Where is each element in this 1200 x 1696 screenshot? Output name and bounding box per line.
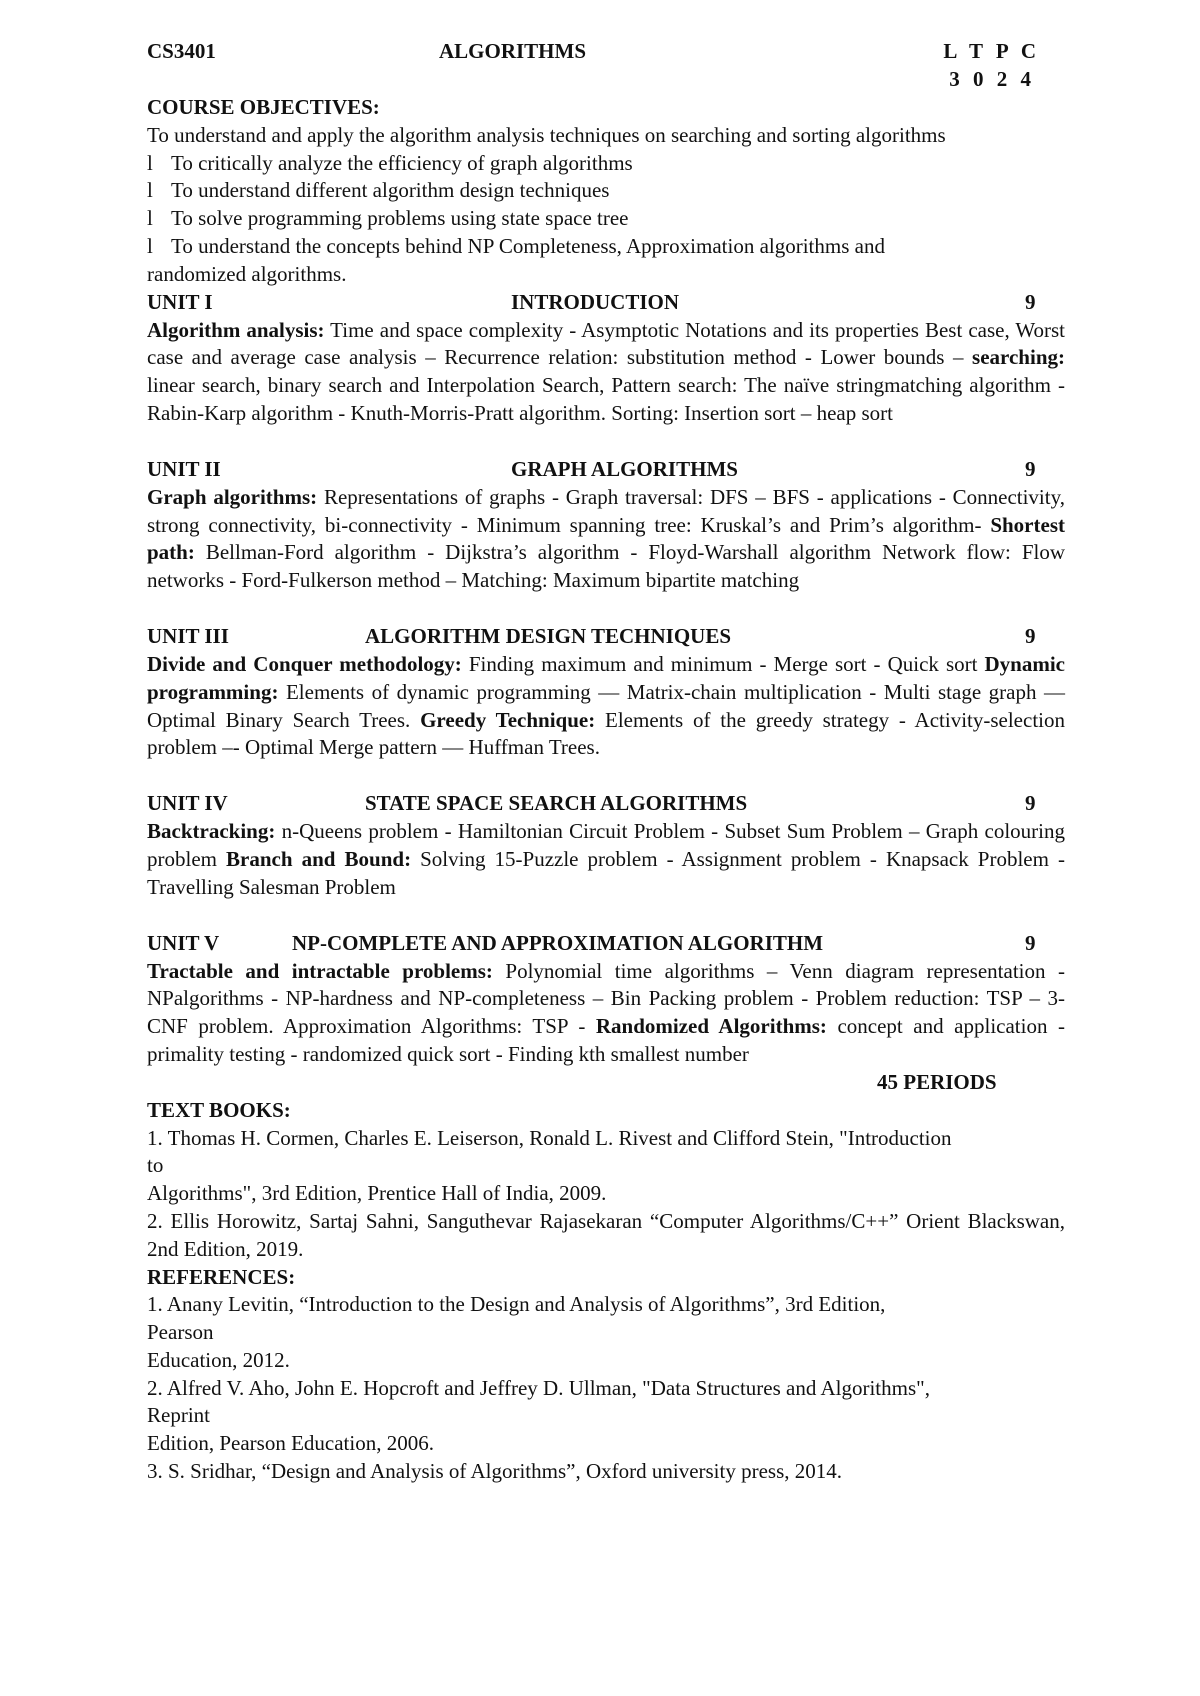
objective-text: To critically analyze the efficiency of graph algorithms	[171, 150, 633, 175]
unit-hours: 9	[1025, 289, 1036, 314]
topic-text: Solving 15-Puzzle problem - Assignment problem - Knapsack Problem - Travelling Salesman Problem	[147, 846, 1066, 899]
unit-hours: 9	[1025, 930, 1036, 955]
total-periods	[147, 1069, 1065, 1097]
references-heading: REFERENCES:	[147, 1264, 296, 1289]
unit-label: UNIT I	[147, 289, 213, 314]
topic-text: concept and application - primality testing - randomized quick sort - Finding kth smallest number	[147, 1014, 1066, 1066]
unit-label: UNIT V	[147, 930, 220, 955]
topic-text: Finding maximum and minimum - Merge sort - Quick sort	[461, 651, 985, 676]
unit-label: UNIT III	[147, 623, 229, 648]
spacer	[147, 762, 1065, 790]
topic-text: Bellman-Ford algorithm - Dijkstra’s algorithm - Floyd-Warshall algorithm Network flow: Flow networks - Ford-Fulkerson method – Matching: Maximum bipartite matching	[147, 540, 1065, 593]
topic-label: Algorithm analysis:	[147, 317, 325, 342]
topic-text: Polynomial time algorithms – Venn diagram representation - NPalgorithms - NP-hardness and NP-completeness – Bin Packing problem - Problem reduction: TSP – 3-CNF problem. Approximation Algorithms: TSP -	[147, 958, 1065, 1039]
course-title: ALGORITHMS	[439, 39, 587, 63]
unit-2-heading	[147, 456, 1065, 484]
topic-label: searching:	[972, 345, 1065, 370]
topic-label: Tractable and intractable problems:	[147, 958, 493, 983]
topic-label: Shortest path:	[147, 512, 1065, 565]
objective-text: To understand the concepts behind NP Completeness, Approximation algorithms and	[171, 233, 885, 258]
unit-1-content	[147, 317, 1065, 428]
objective-item	[147, 150, 1065, 178]
unit-5-content	[147, 958, 1065, 1069]
bullet-mark: l	[147, 233, 153, 258]
unit-hours: 9	[1025, 456, 1036, 481]
syllabus-page	[147, 38, 1065, 1486]
topic-label: Dynamic programming:	[147, 651, 1065, 704]
topic-text: Representations of graphs - Graph traversal: DFS – BFS - applications - Connectivity, strong connectivity, bi-connectivity - Minimum spanning tree: Kruskal’s and Prim’s algorithm-	[147, 484, 1065, 537]
bullet-mark: l	[147, 150, 153, 175]
objective-text: To solve programming problems using state space tree	[171, 206, 629, 231]
credits-value: 3 0 2 4	[949, 67, 1035, 91]
bullet-mark: l	[147, 206, 153, 231]
objective-item	[147, 233, 1065, 261]
reference-line: Pearson	[147, 1320, 214, 1345]
topic-label: Graph algorithms:	[147, 484, 318, 509]
unit-3-content	[147, 651, 1065, 762]
unit-label: UNIT IV	[147, 791, 228, 816]
reference-line: Edition, Pearson Education, 2006.	[147, 1431, 434, 1456]
reference-line: 1. Anany Levitin, “Introduction to the Design and Analysis of Algorithms”, 3rd Edition,	[147, 1292, 886, 1317]
spacer	[147, 902, 1065, 930]
unit-title: INTRODUCTION	[511, 289, 680, 314]
textbook-line: 1. Thomas H. Cormen, Charles E. Leiserson, Ronald L. Rivest and Clifford Stein, "Introduction	[147, 1125, 952, 1150]
spacer	[147, 428, 1065, 456]
total-periods-label: 45 PERIODS	[877, 1069, 997, 1094]
objective-item	[147, 177, 1065, 205]
unit-title: STATE SPACE SEARCH ALGORITHMS	[365, 791, 748, 816]
textbooks-heading: TEXT BOOKS:	[147, 1097, 291, 1122]
course-header	[147, 38, 1065, 66]
objective-item	[147, 205, 1065, 233]
spacer	[147, 595, 1065, 623]
topic-text: Elements of dynamic programming — Matrix-chain multiplication - Multi stage graph — Optimal Binary Search Trees.	[147, 679, 1065, 732]
unit-4-content	[147, 818, 1065, 901]
topic-text: Elements of the greedy strategy - Activity-selection problem –- Optimal Merge pattern — Huffman Trees.	[147, 707, 1065, 760]
reference-line: Reprint	[147, 1403, 210, 1428]
unit-title: GRAPH ALGORITHMS	[511, 456, 738, 481]
unit-title: NP-COMPLETE AND APPROXIMATION ALGORITHM	[292, 930, 824, 955]
textbook-line: 2. Ellis Horowitz, Sartaj Sahni, Sanguthevar Rajasekaran “Computer Algorithms/C++” Orient Blackswan, 2nd Edition, 2019.	[147, 1208, 1065, 1261]
topic-label: Greedy Technique:	[420, 707, 596, 732]
unit-3-heading	[147, 623, 1065, 651]
credits-row	[147, 66, 1065, 94]
topic-text: linear search, binary search and Interpolation Search, Pattern search: The naïve stringmatching algorithm - Rabin-Karp algorithm - Knuth-Morris-Pratt algorithm. Sorting: Insertion sort – heap sort	[147, 373, 1065, 425]
unit-hours: 9	[1025, 623, 1036, 648]
topic-text: n-Queens problem - Hamiltonian Circuit Problem - Subset Sum Problem – Graph colouring problem	[147, 819, 1065, 871]
unit-hours: 9	[1025, 791, 1036, 816]
objective-text: To understand different algorithm design techniques	[171, 178, 610, 203]
unit-2-content	[147, 484, 1065, 595]
unit-1-heading	[147, 289, 1065, 317]
unit-label: UNIT II	[147, 456, 221, 481]
ltpc-label: L T P C	[943, 39, 1040, 63]
topic-label: Randomized Algorithms:	[595, 1014, 827, 1039]
unit-4-heading	[147, 790, 1065, 818]
course-code: CS3401	[147, 39, 216, 63]
reference-line: 2. Alfred V. Aho, John E. Hopcroft and Jeffrey D. Ullman, "Data Structures and Algorithms",	[147, 1375, 930, 1400]
reference-line: 3. S. Sridhar, “Design and Analysis of Algorithms”, Oxford university press, 2014.	[147, 1459, 843, 1484]
bullet-mark: l	[147, 178, 153, 203]
topic-text: Time and space complexity - Asymptotic Notations and its properties Best case, Worst case and average case analysis – Recurrence relation: substitution method - Lower bounds –	[147, 317, 1065, 370]
reference-line: Education, 2012.	[147, 1347, 290, 1372]
topic-label: Divide and Conquer methodology:	[147, 651, 462, 676]
objectives-tail: randomized algorithms.	[147, 261, 347, 286]
topic-label: Backtracking:	[147, 819, 276, 844]
objectives-intro: To understand and apply the algorithm analysis techniques on searching and sorting algorithms	[147, 122, 946, 147]
unit-5-heading	[147, 930, 1065, 958]
textbook-line: to	[147, 1153, 164, 1178]
unit-title: ALGORITHM DESIGN TECHNIQUES	[365, 623, 732, 648]
textbook-line: Algorithms", 3rd Edition, Prentice Hall of India, 2009.	[147, 1181, 607, 1206]
objectives-heading: COURSE OBJECTIVES:	[147, 95, 380, 119]
topic-label: Branch and Bound:	[226, 846, 412, 871]
